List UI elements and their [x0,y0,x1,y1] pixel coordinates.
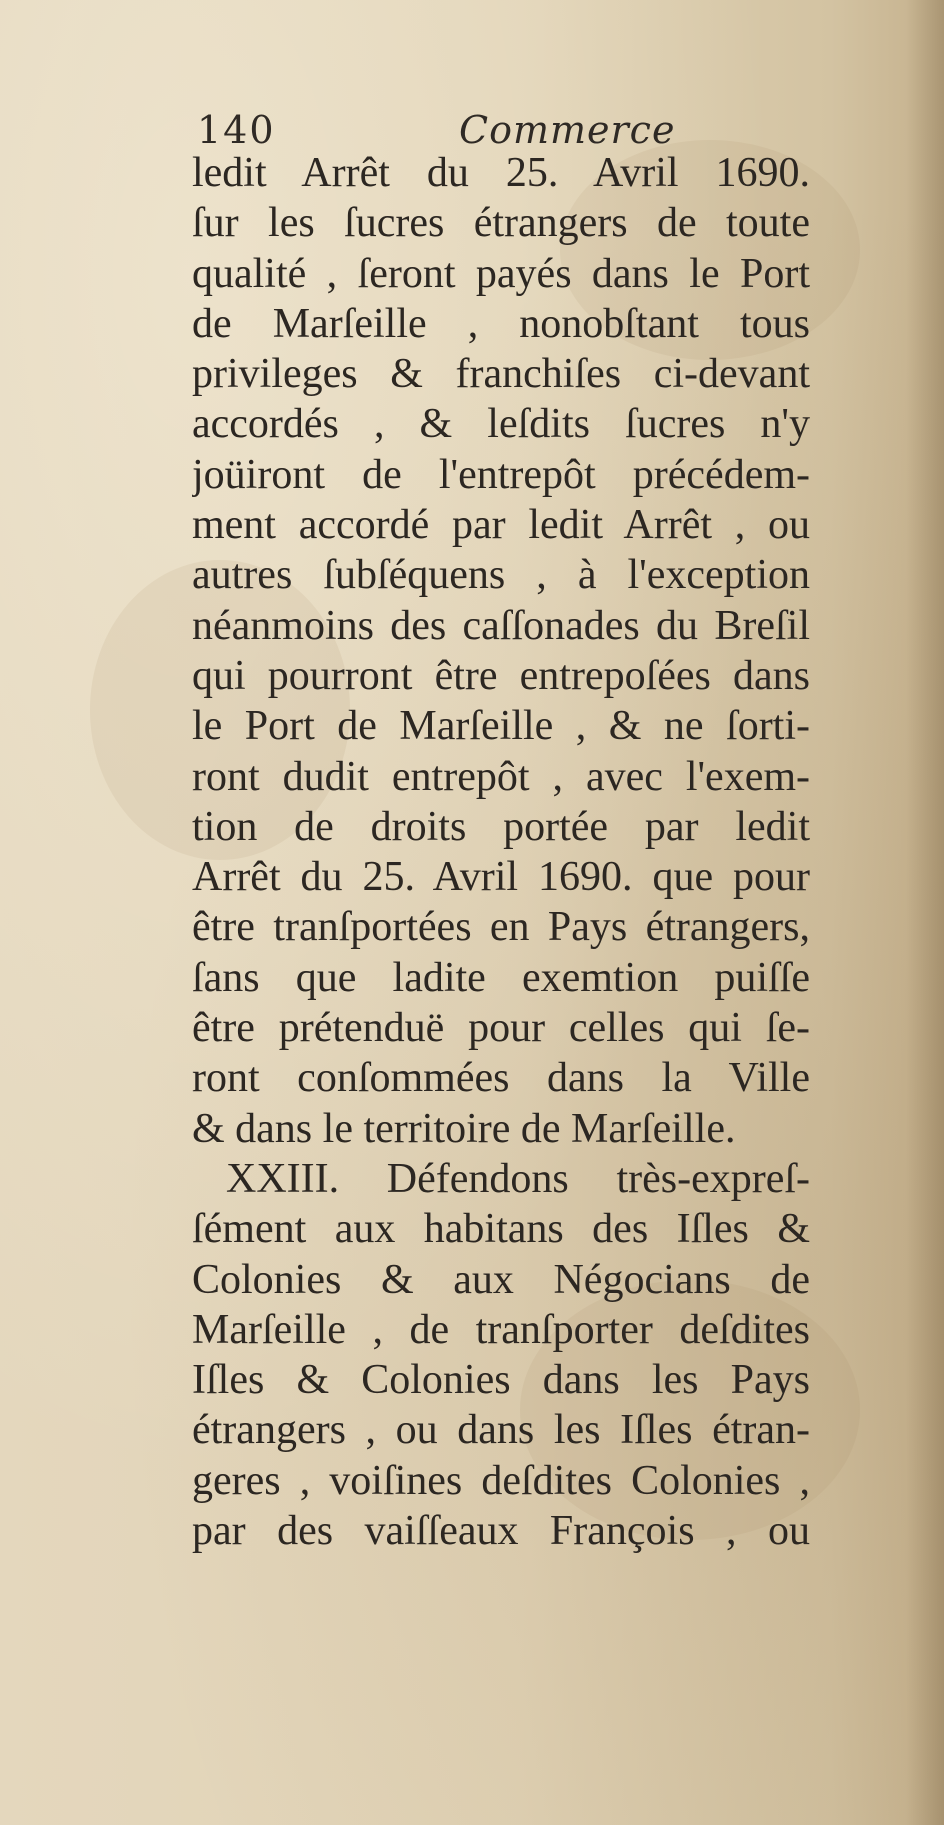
text-line: être prétenduë pour celles qui ſe- [192,1005,810,1052]
text-line: ledit Arrêt du 25. Avril 1690. [192,150,810,196]
text-line: être tranſportées en Pays étrangers, [192,904,810,951]
text-line: & dans le territoire de Marſeille. [192,1105,736,1152]
text-line: tion de droits portée par ledit [192,803,810,850]
text-line: ſément aux habitans des Iſles & [192,1206,810,1253]
text-line: privileges & franchiſes ci-devant [192,351,810,398]
text-line: étrangers , ou dans les Iſles étran- [192,1407,810,1454]
text-line: qualité , ſeront payés dans le Port [192,250,810,297]
text-line: qui pourront être entrepoſées dans [192,652,810,699]
text-line: geres , voiſines deſdites Colonies , [192,1457,810,1504]
text-line: Colonies & aux Négocians de [192,1256,810,1303]
text-line: Marſeille , de tranſporter deſdites [192,1306,810,1353]
text-line: accordés , & leſdits ſucres n'y [192,401,810,448]
text-line: Iſles & Colonies dans les Pays [192,1357,810,1404]
body-text [192,148,810,1556]
text-line: par des vaiſſeaux François , ou [192,1508,810,1555]
text-line: ſur les ſucres étrangers de toute [192,200,810,247]
page-number: 140 [197,108,276,152]
text-line: ment accordé par ledit Arrêt , ou [192,502,810,549]
text-line: le Port de Marſeille , & ne ſorti- [192,703,810,750]
text-line: ront dudit entrepôt , avec l'exem- [192,753,810,800]
text-line: ſans que ladite exemtion puiſſe [192,954,810,1001]
text-line: joüiront de l'entrepôt précédem- [192,451,810,498]
text-line: Arrêt du 25. Avril 1690. que pour [192,854,810,901]
article-heading-line: XXIII. Défendons très-expreſ- [226,1155,810,1202]
text-line: ront conſommées dans la Ville [192,1055,810,1102]
text-line: néanmoins des caſſonades du Breſil [192,602,810,649]
text-line: de Marſeille , nonobſtant tous [192,300,810,347]
running-title: Commerce [459,108,676,152]
text-line: autres ſubſéquens , à l'exception [192,552,810,599]
page-edge-shadow [906,0,944,1825]
